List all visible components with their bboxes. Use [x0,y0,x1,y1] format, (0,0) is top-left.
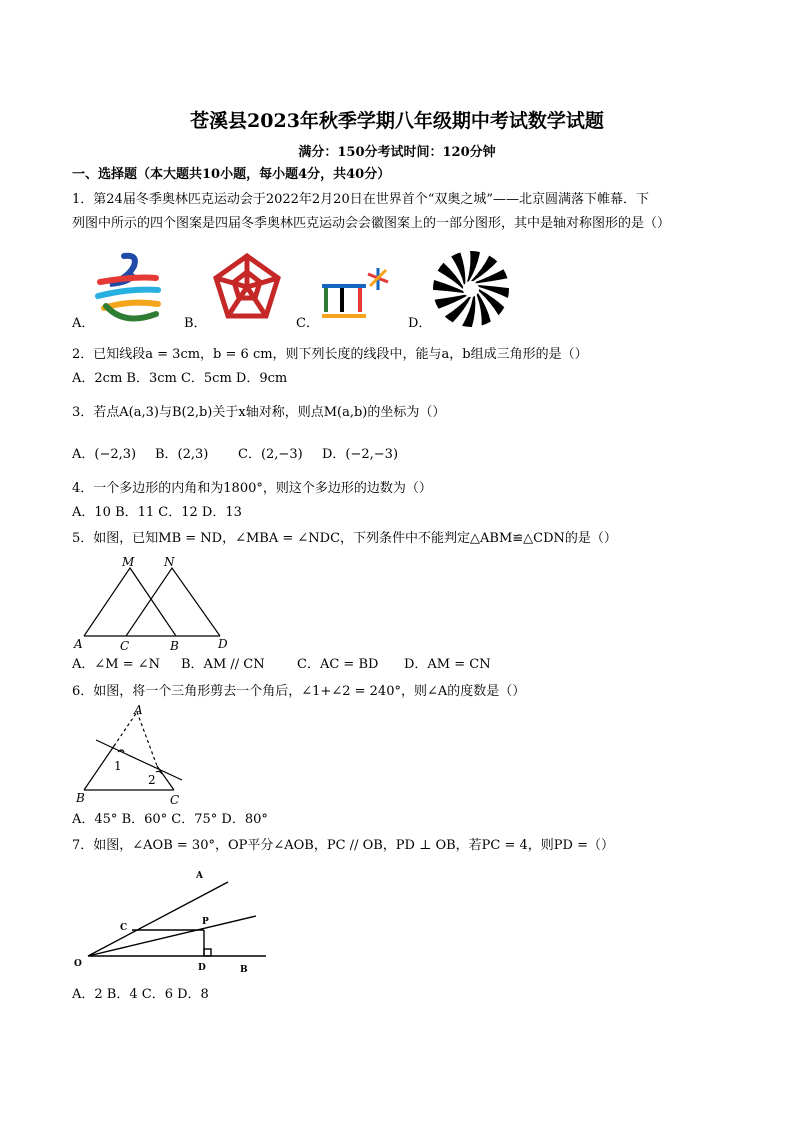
q1-option-a-label: A． [72,316,95,331]
q6-label-2: 2 [148,773,156,787]
q3-option-d: D．(−2,−3) [322,447,399,462]
q2-stem: 2．已知线段a = 3cm，b = 6 cm，则下列长度的线段中，能与a，b组成三角形的是（） [72,347,588,362]
q6-options: A．45° B．60° C．75° D．80° [72,812,268,827]
q6-label-1: 1 [114,759,122,773]
q5-option-a: A．∠M = ∠N [72,657,161,672]
q5-label-b: B [170,639,179,652]
q2-options: A．2cm B．3cm C．5cm D．9cm [72,371,288,386]
q5-option-c: C．AC = BD [297,657,379,672]
q6-label-c: C [170,793,180,806]
page-title: 苍溪县2023年秋季学期八年级期中考试数学试题 [190,110,604,132]
q3-option-b: B．(2,3) [155,447,209,462]
snowflake-emblem [208,248,286,326]
q7-label-b: B [240,965,248,975]
beijing-2022-emblem [94,252,170,328]
q3-stem: 3．若点A(a,3)与B(2,b)关于x轴对称，则点M(a,b)的坐标为（） [72,405,446,420]
exam-info: 满分：150分考试时间：120分钟 [298,145,496,160]
q7-label-o: O [74,959,82,969]
q6-stem: 6．如图，将一个三角形剪去一个角后，∠1+∠2 = 240°，则∠A的度数是（） [72,684,526,699]
q7-label-a: A [196,871,203,881]
q5-triangles-figure [70,552,240,652]
q1-option-d-label: D． [408,316,432,331]
q1-stem-line2: 列图中所示的四个图案是四届冬季奥林匹克运动会会徽图案上的一部分图形，其中是轴对称图形的是（） [72,216,671,231]
q7-label-p: P [202,917,209,927]
q6-label-b: B [76,791,85,805]
q4-stem: 4．一个多边形的内角和为1800°，则这个多边形的边数为（） [72,481,432,496]
bars-star-emblem [316,262,396,326]
q1-stem-line1: 1．第24届冬季奥林匹克运动会于2022年2月20日在世界首个“双奥之城”——北京圆满落下帷幕．下 [72,192,650,207]
q7-angle-bisector-figure [70,864,290,976]
section-heading: 一、选择题（本大题共10小题，每小题4分，共40分） [72,167,391,182]
q5-option-b: B．AM // CN [181,657,265,672]
q1-option-b-label: B． [184,316,207,331]
q5-label-n: N [164,555,175,569]
q6-label-a: A [134,703,143,717]
q5-label-c: C [120,639,130,652]
q6-cut-triangle-figure [72,702,188,806]
q4-options: A．10 B．11 C．12 D．13 [72,505,242,520]
q7-label-d: D [198,963,206,973]
q3-option-c: C．(2,−3) [238,447,303,462]
q5-option-d: D．AM = CN [404,657,491,672]
q3-option-a: A．(−2,3) [72,447,137,462]
q5-label-a: A [74,637,83,651]
q7-options: A．2 B．4 C．6 D．8 [72,987,209,1002]
q1-option-c-label: C． [296,316,319,331]
q7-stem: 7．如图，∠AOB = 30°，OP平分∠AOB，PC // OB，PD ⊥ OB，若PC = 4，则PD =（） [72,838,614,853]
spiral-emblem [432,250,510,328]
q5-stem: 5．如图，已知MB = ND，∠MBA = ∠NDC，下列条件中不能判定△ABM≌△CDN的是（） [72,531,617,546]
q5-label-m: M [122,555,135,569]
q7-label-c: C [120,923,128,933]
q5-label-d: D [218,637,228,651]
